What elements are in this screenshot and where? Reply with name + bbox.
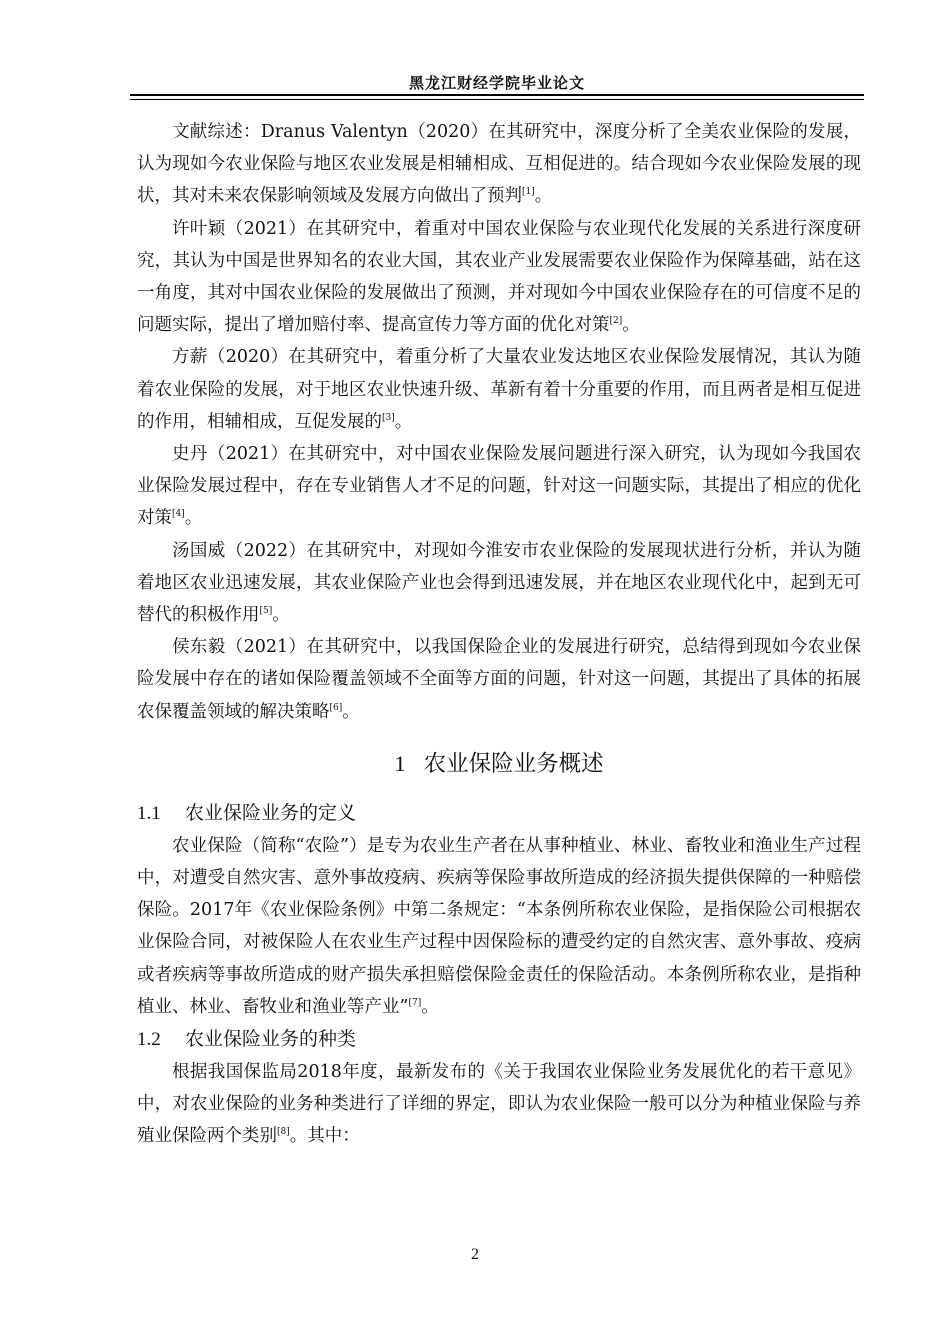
- section-heading-1-2: [137, 1023, 861, 1056]
- chapter-title: 农业保险业务概述: [423, 750, 604, 777]
- chapter-number: 1: [394, 750, 406, 776]
- citation: [7]: [408, 998, 422, 1009]
- section-number: 1.2: [137, 1029, 161, 1051]
- chapter-heading: [137, 749, 861, 779]
- body-content: [137, 116, 861, 1153]
- citation: [8]: [277, 1127, 290, 1138]
- section-heading-1-1: [137, 797, 861, 830]
- review-paragraph-4: 史丹（2021）在其研究中，对中国农业保险发展问题进行深入研究，认为现如今我国农业保险发展过程中，存在专业销售人才不足的问题，针对这一问题实际，其提出了相应的优化对策[4]。: [137, 444, 861, 529]
- citation: [4]: [172, 509, 185, 520]
- citation: [6]: [329, 702, 343, 713]
- citation: [2]: [609, 316, 623, 327]
- review-paragraph-3: 方薪（2020）在其研究中，着重分析了大量农业发达地区农业保险发展情况，其认为随着农业保险的发展，对于地区农业快速升级、革新有着十分重要的作用，而且两者是相互促进的作用，相辅相成，互促发展的[3]。: [137, 347, 861, 432]
- review-paragraph-5: 汤国威（2022）在其研究中，对现如今淮安市农业保险的发展现状进行分析，并认为随着地区农业迅速发展，其农业保险产业也会得到迅速发展，并在地区农业现代化中，起到无可替代的积极作用[5]。: [137, 540, 861, 626]
- types-paragraph: 根据我国保监局2018年度，最新发布的《关于我国农业保险业务发展优化的若干意见》中，对农业保险的业务种类进行了详细的界定，即认为农业保险一般可以分为种植业保险与养殖业保险两个类别[8]。其中：: [137, 1062, 861, 1147]
- citation: [1]: [522, 187, 535, 198]
- header-rule-thin: [130, 99, 864, 100]
- review-paragraph-2: 许叶颖（2021）在其研究中，着重对中国农业保险与农业现代化发展的关系进行深度研究，其认为中国是世界知名的农业大国，其农业产业发展需要农业保险作为保障基础，站在这一角度，其对中国农业保险的发展做出了预测，并对现如今中国农业保险存在的可信度不足的问题实际，提出了增加赔付率、提高宣传力等方面的优化对策[2]。: [137, 218, 861, 336]
- section-title: 农业保险业务的种类: [185, 1028, 357, 1051]
- page-number: 2: [471, 1246, 479, 1263]
- header-rule-thick: [130, 94, 864, 96]
- citation: [5]: [259, 606, 273, 617]
- review-paragraph-6: 侯东毅（2021）在其研究中，以我国保险企业的发展进行研究，总结得到现如今农业保险发展中存在的诸如保险覆盖领域不全面等方面的问题，针对这一问题，其提出了具体的拓展农保覆盖领域的解决策略[6]。: [137, 637, 861, 722]
- running-header: 黑龙江财经学院毕业论文: [408, 74, 585, 92]
- section-number: 1.1: [137, 802, 161, 824]
- review-paragraph-1: 文献综述：Dranus Valentyn（2020）在其研究中，深度分析了全美农业保险的发展，认为现如今农业保险与地区农业发展是相辅相成、互相促进的。结合现如今农业保险发展的现状，其对未来农保影响领域及发展方向做出了预判[1]。: [137, 122, 861, 207]
- definition-paragraph: 农业保险（简称“农险”）是专为农业生产者在从事种植业、林业、畜牧业和渔业生产过程中，对遭受自然灾害、意外事故疫病、疾病等保险事故所造成的经济损失提供保障的一种赔偿保险。2017年《农业保险条例》中第二条规定：“本条例所称农业保险，是指保险公司根据农业保险合同，对被保险人在农业生产过程中因保险标的遭受约定的自然灾害、意外事故、疫病或者疾病等事故所造成的财产损失承担赔偿保险金责任的保险活动。本条例所称农业，是指种植业、林业、畜牧业和渔业等产业”[7]。: [137, 835, 861, 1017]
- citation: [3]: [382, 413, 395, 423]
- section-title: 农业保险业务的定义: [185, 801, 357, 824]
